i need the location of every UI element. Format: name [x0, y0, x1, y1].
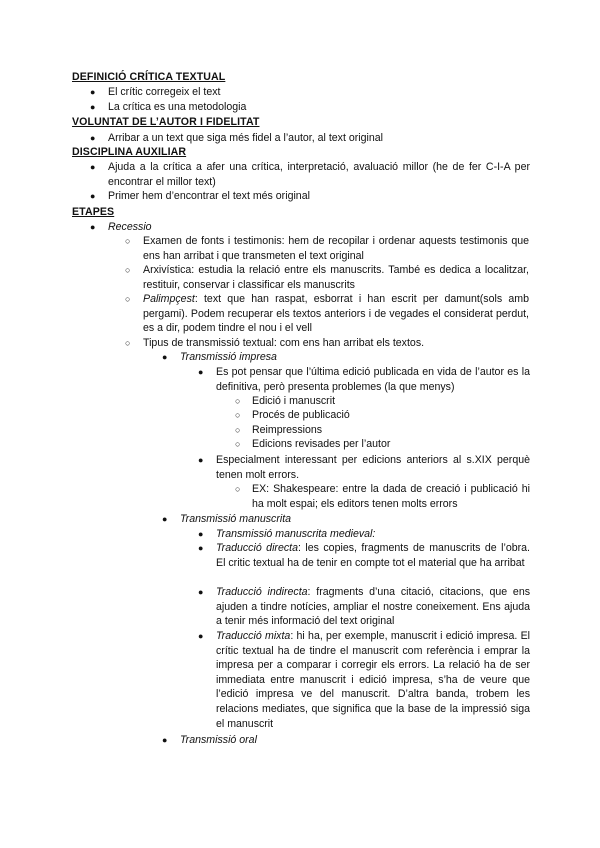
list-item-mixta [216, 629, 530, 731]
list-item: Especialment interessant per edicions anteriors al s.XIX perquè tenen molt errors. [216, 454, 530, 481]
list-item: La crítica es una metodologia [108, 101, 247, 113]
circle-bullet-icon: ○ [235, 425, 241, 435]
bullet-icon: ● [198, 543, 204, 553]
circle-bullet-icon: ○ [235, 484, 241, 494]
bullet-icon: ● [90, 191, 96, 201]
recessio-title: Recessio [108, 221, 152, 233]
list-item: Reimpressions [252, 424, 323, 436]
bullet-icon: ● [90, 102, 96, 112]
bullet-icon: ● [198, 587, 204, 597]
circle-bullet-icon: ○ [235, 439, 241, 449]
list-item-indirecta [216, 585, 530, 629]
bullet-icon: ● [90, 162, 96, 172]
list-item: El crític corregeix el text [108, 86, 221, 98]
oral-title: Transmissió oral [180, 734, 257, 746]
list-item: Edició i manuscrit [252, 395, 336, 407]
indirecta-text: : fragments d’una citació, citacions, que ens ajuden a tindre notícies, ampliar el nostre coneixement. Ens ajuda a tenir més informació del text original [216, 586, 531, 628]
term-palimpsest: Palimpçest [143, 293, 195, 305]
impresa-title: Transmissió impresa [180, 351, 277, 363]
list-item: Edicions revisades per l’autor [252, 438, 391, 450]
list-item-palimpsest [143, 292, 529, 336]
term-directa: Traducció directa [216, 542, 298, 554]
palimpsest-text: : text que han raspat, esborrat i han escrit per damunt(sols amb pergami). Podem recuperar els textos anteriors i de vegades el considerat perdut, es a dir, podem tindre el nou i el vell [143, 293, 529, 335]
circle-bullet-icon: ○ [235, 410, 241, 420]
bullet-icon: ● [162, 352, 168, 362]
list-item-directa [216, 541, 530, 570]
list-item: Procés de publicació [252, 409, 350, 421]
list-item: Tipus de transmissió textual: com ens han arribat els textos. [143, 337, 425, 349]
bullet-icon: ● [90, 222, 96, 232]
list-item: Examen de fonts i testimonis: hem de recopilar i ordenar aquests testimonis que ens han arribat i que transmeten el text original [143, 235, 529, 262]
manuscrita-title: Transmissió manuscrita [180, 513, 292, 525]
list-item: Arribar a un text que siga més fidel a l’autor, al text original [108, 132, 383, 144]
mixta-text: : hi ha, per exemple, manuscrit i edició impresa. El crític textual ha de tindre el manuscrit com referència i emprar la impresa per a comparar i corregir els errors. La relació ha de ser immediata entre manuscrit i edició impresa, s’ha de veure que l’edició impresa ve del manuscrit. D’altra banda, trobem les relacions mediates, que significa que la base de la impressió siga el manuscrit [216, 630, 530, 730]
circle-bullet-icon: ○ [125, 338, 131, 348]
heading-definicio: DEFINICIÓ CRÍTICA TEXTUAL [72, 71, 226, 83]
circle-bullet-icon: ○ [125, 265, 131, 275]
bullet-icon: ● [198, 631, 204, 641]
bullet-icon: ● [162, 514, 168, 524]
bullet-icon: ● [90, 87, 96, 97]
circle-bullet-icon: ○ [125, 236, 131, 246]
heading-etapes: ETAPES [72, 206, 115, 218]
list-item: Transmissió manuscrita medieval: [216, 528, 376, 540]
heading-voluntat: VOLUNTAT DE L’AUTOR I FIDELITAT [72, 116, 260, 128]
list-item: Ajuda a la crítica a afer una crítica, interpretació, avaluació millor (he de fer C-I-A per encontrar el millor text) [108, 161, 530, 188]
bullet-icon: ● [198, 529, 204, 539]
circle-bullet-icon: ○ [125, 294, 131, 304]
bullet-icon: ● [90, 133, 96, 143]
bullet-icon: ● [198, 367, 204, 377]
bullet-icon: ● [162, 735, 168, 745]
heading-disciplina: DISCIPLINA AUXILIAR [72, 146, 187, 158]
bullet-icon: ● [198, 455, 204, 465]
term-mixta: Traducció mixta [216, 630, 291, 642]
list-item: Primer hem d’encontrar el text més original [108, 190, 310, 202]
list-item: Arxivística: estudia la relació entre els manuscrits. També es dedica a localitzar, restituir, conservar i classificar els manuscrits [143, 264, 529, 291]
circle-bullet-icon: ○ [235, 396, 241, 406]
term-indirecta: Traducció indirecta [216, 586, 308, 598]
list-item: EX: Shakespeare: entre la dada de creació i publicació hi ha molt espai; els editors tenen molts errors [252, 483, 530, 510]
list-item: Es pot pensar que l’última edició publicada en vida de l’autor es la definitiva, però presenta problemes (la que menys) [216, 366, 530, 393]
directa-text: : les copies, fragments de manuscrits de l’obra. El critic textual ha de tenir en compte tot el material que ha arribat [216, 542, 530, 569]
